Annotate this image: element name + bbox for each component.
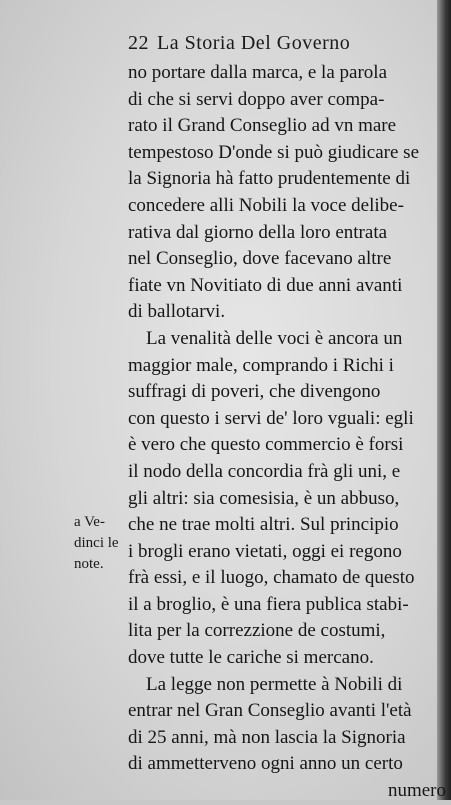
margin-note-line: dinci le bbox=[74, 535, 119, 551]
text-line: maggior male, comprando i Richi i bbox=[128, 354, 394, 376]
paragraph-start-line: La venalità delle voci è ancora un bbox=[146, 327, 403, 349]
text-line: il nodo della concordia frà gli uni, e bbox=[128, 460, 401, 482]
text-line: la Signoria hà fatto prudentemente di bbox=[128, 168, 411, 190]
text-line: di che si servi doppo aver compa- bbox=[128, 88, 385, 110]
text-line: di 25 anni, mà non lascia la Signoria bbox=[128, 726, 406, 748]
text-line: lita per la correzzione de costumi, bbox=[128, 620, 386, 642]
text-line: concedere alli Nobili la voce delibe- bbox=[128, 194, 404, 216]
text-line: di ammetterveno ogni anno un certo bbox=[128, 753, 403, 775]
text-line: dove tutte le cariche si mercano. bbox=[128, 647, 374, 669]
margin-note-line: note. bbox=[74, 556, 104, 572]
text-line: frà essi, e il luogo, chamato de questo bbox=[128, 567, 415, 589]
text-line: no portare dalla marca, e la parola bbox=[128, 62, 387, 83]
text-line: tempestoso D'onde si può giudicare se bbox=[128, 141, 420, 163]
margin-note-line: a Ve- bbox=[74, 514, 105, 530]
paragraph-start-line: La legge non permette à Nobili di bbox=[146, 673, 403, 695]
running-header bbox=[128, 32, 350, 55]
text-line: entrar nel Gran Conseglio avanti l'età bbox=[128, 700, 412, 722]
text-line: con questo i servi de' loro vguali: egli bbox=[128, 407, 414, 429]
text-line: nel Conseglio, dove facevano altre bbox=[128, 248, 392, 270]
text-line: i brogli erano vietati, oggi ei regono bbox=[128, 540, 402, 562]
text-line: fiate vn Novitiato di due anni avanti bbox=[128, 274, 403, 296]
text-line: rato il Grand Conseglio ad vn mare bbox=[128, 115, 397, 137]
running-title: La Storia Del Governo bbox=[157, 32, 351, 54]
text-line: di ballotarvi. bbox=[128, 301, 226, 323]
body-text bbox=[128, 60, 446, 805]
text-line: è vero che questo commercio è forsi bbox=[128, 434, 404, 456]
text-line: il a broglio, è una fiera publica stabi- bbox=[128, 593, 409, 615]
page-number: 22 bbox=[128, 32, 149, 54]
text-line: gli altri: sia comesisia, è un abbuso, bbox=[128, 487, 400, 509]
text-line: che ne trae molti altri. Sul principio bbox=[128, 514, 399, 536]
text-line: rativa dal giorno della loro entrata bbox=[128, 221, 388, 243]
text-line: suffragi di poveri, che divengono bbox=[128, 381, 381, 403]
margin-note bbox=[74, 512, 119, 575]
catchword: numero bbox=[387, 780, 446, 802]
